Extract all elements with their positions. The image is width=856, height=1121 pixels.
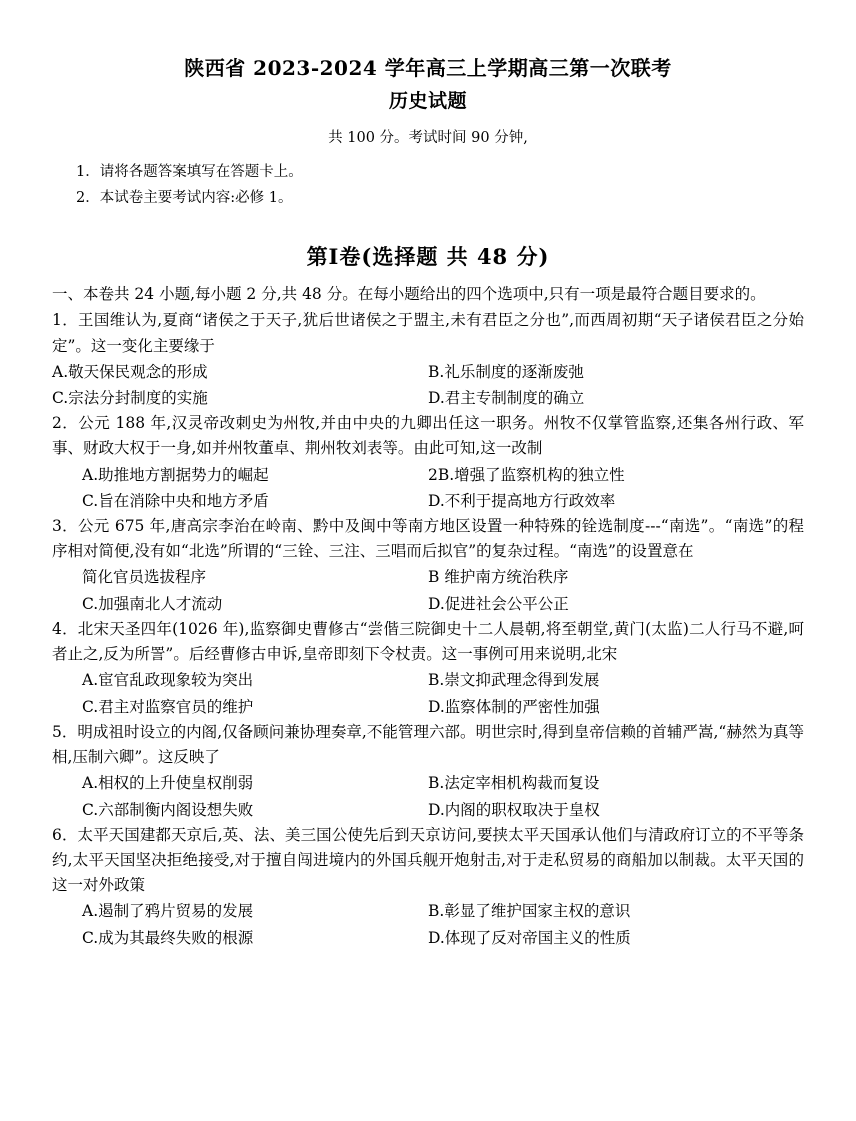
option-d[interactable]: D.君主专制制度的确立: [428, 388, 585, 407]
option-b[interactable]: 2B.增强了监察机构的独立性: [428, 465, 625, 484]
option-d[interactable]: D.体现了反对帝国主义的性质: [428, 928, 631, 947]
question-stem: 5．明成祖时设立的内阁,仅备顾问兼协理奏章,不能管理六部。明世宗时,得到皇帝信赖的首辅严嵩,“赫然为真等相,压制六卿”。这反映了: [52, 723, 804, 767]
note-item: 2．本试卷主要考试内容:必修 1。: [76, 190, 293, 207]
question-item: [52, 514, 804, 617]
option-a[interactable]: A.宦官乱政现象较为突出: [82, 671, 254, 690]
option-b[interactable]: B.礼乐制度的逐渐废弛: [428, 362, 584, 381]
option-c[interactable]: C.加强南北人才流动: [82, 594, 223, 613]
option-d[interactable]: D.促进社会公平公正: [428, 594, 569, 613]
option-b[interactable]: B 维护南方统治秩序: [428, 568, 569, 587]
question-item: [52, 411, 804, 514]
option-d[interactable]: D.内阁的职权取决于皇权: [428, 800, 600, 819]
page-subtitle: 历史试题: [388, 90, 467, 113]
option-c[interactable]: C.成为其最终失败的根源: [82, 928, 254, 947]
question-item: [52, 617, 804, 720]
exam-notes: [52, 159, 804, 213]
question-stem: 6．太平天国建都天京后,英、法、美三国公使先后到天京访问,要挟太平天国承认他们与清政府订立的不平等条约,太平天国坚决拒绝接受,对于擅自闯进境内的外国兵舰开炮射击,对于走私贸易的商船加以制裁。太平天国的这一对外政策: [52, 825, 804, 895]
option-a[interactable]: A.助推地方割据势力的崛起: [82, 465, 269, 484]
question-stem: 1．王国维认为,夏商“诸侯之于天子,犹后世诸侯之于盟主,未有君臣之分也”,而西周初期“天子诸侯君臣之分始定”。这一变化主要缘于: [52, 311, 804, 355]
question-options: [52, 462, 804, 515]
question-options: [52, 667, 804, 720]
section-instruction: 一、本卷共 24 小题,每小题 2 分,共 48 分。在每小题给出的四个选项中,只有一项是最符合题目要求的。: [52, 285, 766, 304]
question-options: [52, 359, 804, 412]
option-a[interactable]: A.相权的上升使皇权削弱: [82, 774, 254, 793]
option-c[interactable]: C.六部制衡内阁设想失败: [82, 800, 254, 819]
question-options: [52, 564, 804, 617]
option-d[interactable]: D.监察体制的严密性加强: [428, 697, 600, 716]
option-d[interactable]: D.不利于提高地方行政效率: [428, 491, 616, 510]
option-b[interactable]: B.崇文抑武理念得到发展: [428, 671, 600, 690]
option-a[interactable]: A.遏制了鸦片贸易的发展: [82, 902, 254, 921]
question-options: [52, 770, 804, 823]
question-stem: 4．北宋天圣四年(1026 年),监察御史曹修古“尝偕三院御史十二人晨朝,将至朝堂,黄门(太监)二人行马不避,呵者止之,反为所詈”。后经曹修古申诉,皇帝即刻下令杖责。这一事例可用来说明,北宋: [52, 620, 804, 664]
exam-info: 共 100 分。考试时间 90 分钟,: [328, 130, 528, 147]
question-stem: 3．公元 675 年,唐高宗李治在岭南、黔中及闽中等南方地区设置一种特殊的铨选制度---“南选”。“南选”的程序相对简便,没有如“北选”所谓的“三铨、三注、三唱而后拟官”的复杂过程。“南选”的设置意在: [52, 517, 804, 561]
question-item: [52, 823, 804, 951]
option-c[interactable]: C.君主对监察官员的维护: [82, 697, 254, 716]
option-a[interactable]: 简化官员选拔程序: [82, 568, 207, 587]
option-c[interactable]: C.宗法分封制度的实施: [52, 388, 208, 407]
question-item: [52, 308, 804, 411]
note-item: 1．请将各题答案填写在答题卡上。: [76, 163, 303, 180]
question-item: [52, 720, 804, 823]
option-c[interactable]: C.旨在消除中央和地方矛盾: [82, 491, 269, 510]
option-b[interactable]: B.法定宰相机构裁而复设: [428, 774, 600, 793]
option-b[interactable]: B.彰显了维护国家主权的意识: [428, 902, 631, 921]
question-options: [52, 898, 804, 951]
section-heading: 第Ⅰ卷(选择题 共 48 分): [306, 244, 550, 270]
option-a[interactable]: A.敬天保民观念的形成: [52, 362, 208, 381]
question-stem: 2．公元 188 年,汉灵帝改刺史为州牧,并由中央的九卿出任这一职务。州牧不仅掌管监察,还集各州行政、军事、财政大权于一身,如并州牧董卓、荆州牧刘表等。由此可知,这一改制: [52, 414, 804, 458]
page-title: 陕西省 2023-2024 学年高三上学期高三第一次联考: [184, 56, 672, 80]
